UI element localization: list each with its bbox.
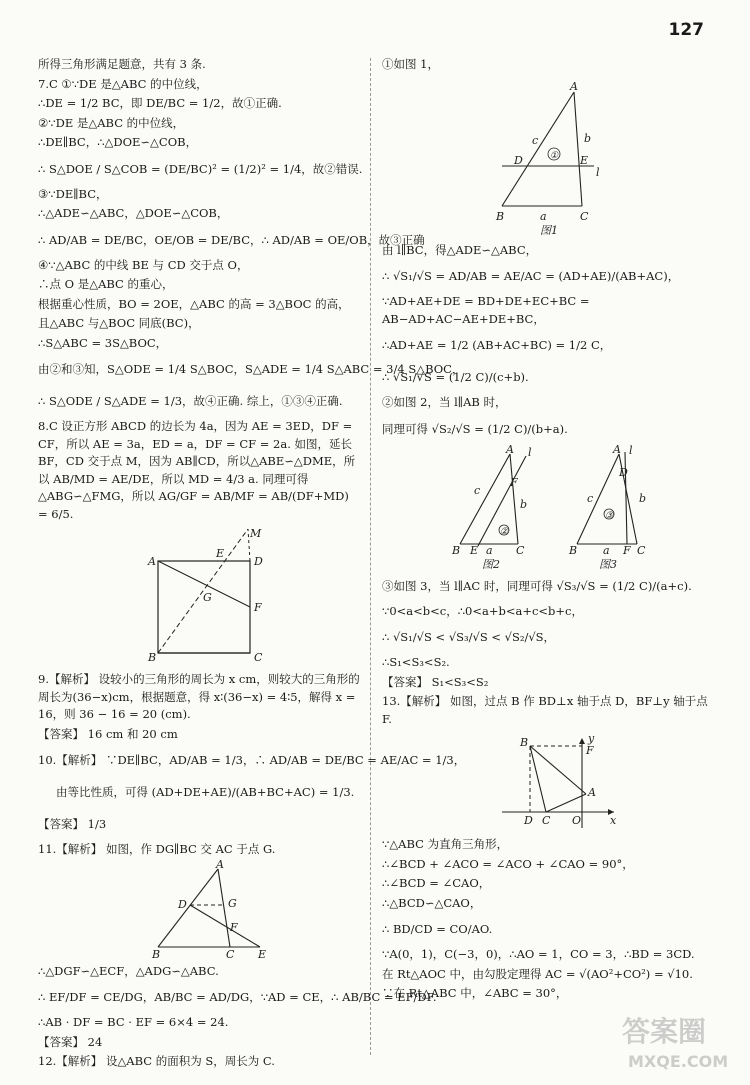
text-line: 在 Rt△AOC 中，由勾股定理得 AC = √(AO²+CO²) = √10. — [382, 966, 693, 981]
label-B: B — [496, 209, 505, 223]
text-line: ∴S₁<S₃<S₂. — [382, 655, 450, 669]
text-line: ∴ S△DOE / S△COB = (DE/BC)² = (1/2)² = 1/4，故②错误. — [38, 161, 363, 176]
label-F: F — [510, 475, 518, 489]
label-B: B — [452, 543, 461, 557]
q13-analysis: 13.【解析】 如图，过点 B 作 BD⊥x 轴于点 D，BF⊥y 轴于点 F. — [382, 694, 708, 726]
label-C: C — [226, 947, 235, 961]
q9-analysis: 9.【解析】 设较小的三角形的周长为 x cm，则较大的三角形的周长为(36−x)cm，根据题意，得 x∶(36−x) = 4∶5，解得 x = 16，则 36 − 16 = 20 (cm). — [38, 672, 360, 721]
label-b: b — [584, 131, 592, 145]
text-line: ∵△ABC 为直角三角形， — [382, 837, 509, 851]
text-line: ∴ √S₁/√S = AD/AB = AE/AC = (AD+AE)/(AB+AC)， — [382, 269, 680, 283]
text-line: ∴ EF/DF = CE/DG，AB/BC = AD/DG，∵AD = CE，∴ AB/BC = EF/DF. — [38, 990, 437, 1004]
label-B: B — [152, 947, 161, 961]
watermark-graphic — [618, 1005, 736, 1075]
label-c: c — [474, 483, 481, 497]
label-F: F — [623, 543, 631, 557]
label-B: B — [148, 651, 157, 664]
label-A: A — [588, 786, 596, 799]
label-F: F — [254, 601, 262, 614]
text-line: 8.C 设正方形 ABCD 的边长为 4a，因为 AE = 3ED，DF = CF，所以 AE = 3a，ED = a，DF = CF = 2a. 如图，延长 BF，CD 交于点 M，因为 AB∥CD，所以△ABE∽△DME，所以 AB/MD = AE/DE，所以 MD = 4/3 a. 同理可得△ABG∽△FMG，所以 AG/GF = AB/MF = AB/(DF+MD) = 6/5. — [38, 419, 356, 521]
text-line: ③∵DE∥BC， — [38, 186, 108, 201]
label-O: O — [572, 814, 582, 827]
text-line: ∴△DGF∽△ECF，△ADG∽△ABC. — [38, 963, 219, 978]
figure-3-diagram — [569, 442, 664, 571]
q11-diagram — [38, 857, 360, 961]
label-A: A — [613, 442, 621, 456]
text-line: ②如图 2，当 l∥AB 时， — [382, 395, 507, 409]
watermark — [618, 1005, 736, 1075]
label-E: E — [258, 947, 267, 961]
text-line: 7.C ①∵DE 是△ABC 的中位线， — [38, 76, 208, 91]
label-D: D — [514, 153, 523, 167]
text-line: ∵A(0，1)，C(−3，0)，∴AO = 1，CO = 3，∴BD = 3CD. — [382, 947, 695, 961]
label-C: C — [637, 543, 646, 557]
label-C: C — [254, 651, 263, 664]
label-region-2: ② — [500, 526, 509, 537]
label-C: C — [580, 209, 589, 223]
text-line: ③如图 3，当 l∥AC 时，同理可得 √S₃/√S = (1/2 C)/(a+c). — [382, 578, 692, 593]
label-D: D — [524, 814, 533, 827]
figure-2-diagram — [452, 442, 547, 571]
text-line: ∴ S△ODE / S△ADE = 1/3，故④正确. 综上，①③④正确. — [38, 394, 343, 408]
label-A: A — [148, 555, 156, 568]
q13-diagram — [382, 732, 712, 832]
q10-analysis: 10.【解析】 ∵DE∥BC，AD/AB = 1/3，∴ AD/AB = DE/BC = AE/AC = 1/3， — [38, 753, 466, 767]
label-F: F — [586, 744, 594, 757]
label-a: a — [603, 543, 610, 557]
label-c: c — [587, 491, 594, 505]
text-line: 同理可得 √S₂/√S = (1/2 C)/(b+a). — [382, 421, 568, 436]
text-line: ∴∠BCD + ∠ACO = ∠ACO + ∠CAO = 90°， — [382, 856, 634, 871]
label-C: C — [516, 543, 525, 557]
label-E: E — [216, 547, 225, 560]
text-line: ∵AD+AE+DE = BD+DE+EC+BC = AB−AD+AC−AE+DE+BC， — [382, 294, 590, 326]
label-G: G — [203, 591, 212, 604]
text-line: ∴△BCD∽△CAO， — [382, 895, 482, 910]
text-line: ∴AB · DF = BC · EF = 6×4 = 24. — [38, 1015, 229, 1029]
text-line: ∴ √S₁/√S < √S₃/√S < √S₂/√S， — [382, 630, 556, 644]
label-a: a — [486, 543, 493, 557]
text-line: ∴ BD/CD = CO/AO. — [382, 922, 493, 936]
label-E: E — [580, 153, 589, 167]
text-line: ④∵△ABC 的中线 BE 与 CD 交于点 O， — [38, 257, 249, 272]
square-figure — [38, 527, 360, 667]
watermark-line1: 答案圈 — [622, 1015, 707, 1048]
q9-answer: 【答案】 16 cm 和 20 cm — [38, 726, 178, 741]
label-region-1: ① — [550, 150, 559, 161]
right-column — [382, 56, 712, 1071]
figures-2-3 — [452, 442, 712, 571]
text-line: ∵在 Rt△ABC 中，∠ABC = 30°， — [382, 986, 568, 1000]
label-l: l — [629, 443, 633, 457]
text-line: ∴点 O 是△ABC 的重心， — [38, 277, 174, 291]
answer-12: 【答案】 S₁<S₃<S₂ — [382, 674, 489, 689]
text-line: ∴△ADE∽△ABC，△DOE∽△COB， — [38, 206, 229, 220]
q11-analysis: 11.【解析】 如图，作 DG∥BC 交 AC 于点 G. — [38, 842, 276, 856]
watermark-line2: MXQE.COM — [628, 1052, 729, 1071]
q11-answer: 【答案】 24 — [38, 1034, 103, 1049]
label-A: A — [570, 79, 578, 93]
q12-analysis: 12.【解析】 设△ABC 的面积为 S，周长为 C. — [38, 1054, 275, 1068]
label-A: A — [216, 857, 224, 871]
text-line: ∴DE∥BC，∴△DOE∽△COB， — [38, 135, 198, 149]
q13-figure — [382, 732, 712, 832]
label-x: x — [610, 814, 617, 827]
text-line: ∴S△ABC = 3S△BOC， — [38, 335, 168, 350]
text-line: ∵0<a<b<c，∴0<a+b<a+c<b+c， — [382, 603, 583, 618]
text-line: 所得三角形满足题意，共有 3 条. — [38, 57, 206, 71]
label-E: E — [470, 543, 479, 557]
text-line: ②∵DE 是△ABC 的中位线， — [38, 115, 185, 130]
label-c: c — [532, 133, 539, 147]
label-C: C — [542, 814, 551, 827]
label-D: D — [619, 465, 628, 479]
label-G: G — [228, 896, 237, 910]
label-l: l — [596, 165, 600, 179]
label-A: A — [506, 442, 514, 456]
column-divider — [370, 58, 371, 1055]
text-line: ∴ AD/AB = DE/BC，OE/OB = DE/BC，∴ AD/AB = OE/OB，故③正确 — [38, 232, 425, 247]
text-line: ∴∠BCD = ∠CAO， — [382, 876, 491, 890]
figure-1-diagram — [382, 78, 712, 238]
figure-1-caption: 图1 — [540, 223, 558, 237]
label-D: D — [254, 555, 263, 568]
label-region-3: ③ — [605, 510, 614, 521]
text-line: 且△ABC 与△BOC 同底(BC)， — [38, 316, 200, 330]
text-line: ∴DE = 1/2 BC，即 DE/BC = 1/2，故①正确. — [38, 96, 282, 110]
label-y: y — [588, 732, 595, 745]
label-F: F — [230, 920, 238, 934]
square-diagram — [38, 527, 360, 667]
text-line: ∴ √S₁/√S = (1/2 C)/(c+b). — [382, 370, 529, 384]
figure-3-caption: 图3 — [599, 557, 617, 571]
figure-1 — [382, 78, 712, 238]
q10-line: 由等比性质，可得 (AD+DE+AE)/(AB+BC+AC) = 1/3. — [56, 785, 355, 799]
q11-figure — [38, 857, 360, 961]
q10-answer: 【答案】 1/3 — [38, 817, 107, 831]
text-line: ∴AD+AE = 1/2 (AB+AC+BC) = 1/2 C， — [382, 338, 612, 352]
text-line: 由 l∥BC，得△ADE∽△ABC， — [382, 242, 538, 257]
label-D: D — [178, 897, 187, 911]
page-number: 127 — [668, 20, 704, 40]
label-a: a — [540, 209, 547, 223]
label-B: B — [569, 543, 578, 557]
text-line: ①如图 1， — [382, 57, 439, 71]
text-line: 由②和③知，S△ODE = 1/4 S△BOC，S△ADE = 1/4 S△ABC = 3/4 S△BOC， — [38, 362, 464, 376]
label-b: b — [520, 497, 528, 511]
figure-2-caption: 图2 — [482, 557, 500, 571]
label-l: l — [528, 445, 532, 459]
label-b: b — [639, 491, 647, 505]
text-line: 根据重心性质，BO = 2OE，△ABC 的高 = 3△BOC 的高， — [38, 296, 350, 311]
label-B: B — [520, 736, 529, 749]
label-M: M — [250, 527, 262, 540]
